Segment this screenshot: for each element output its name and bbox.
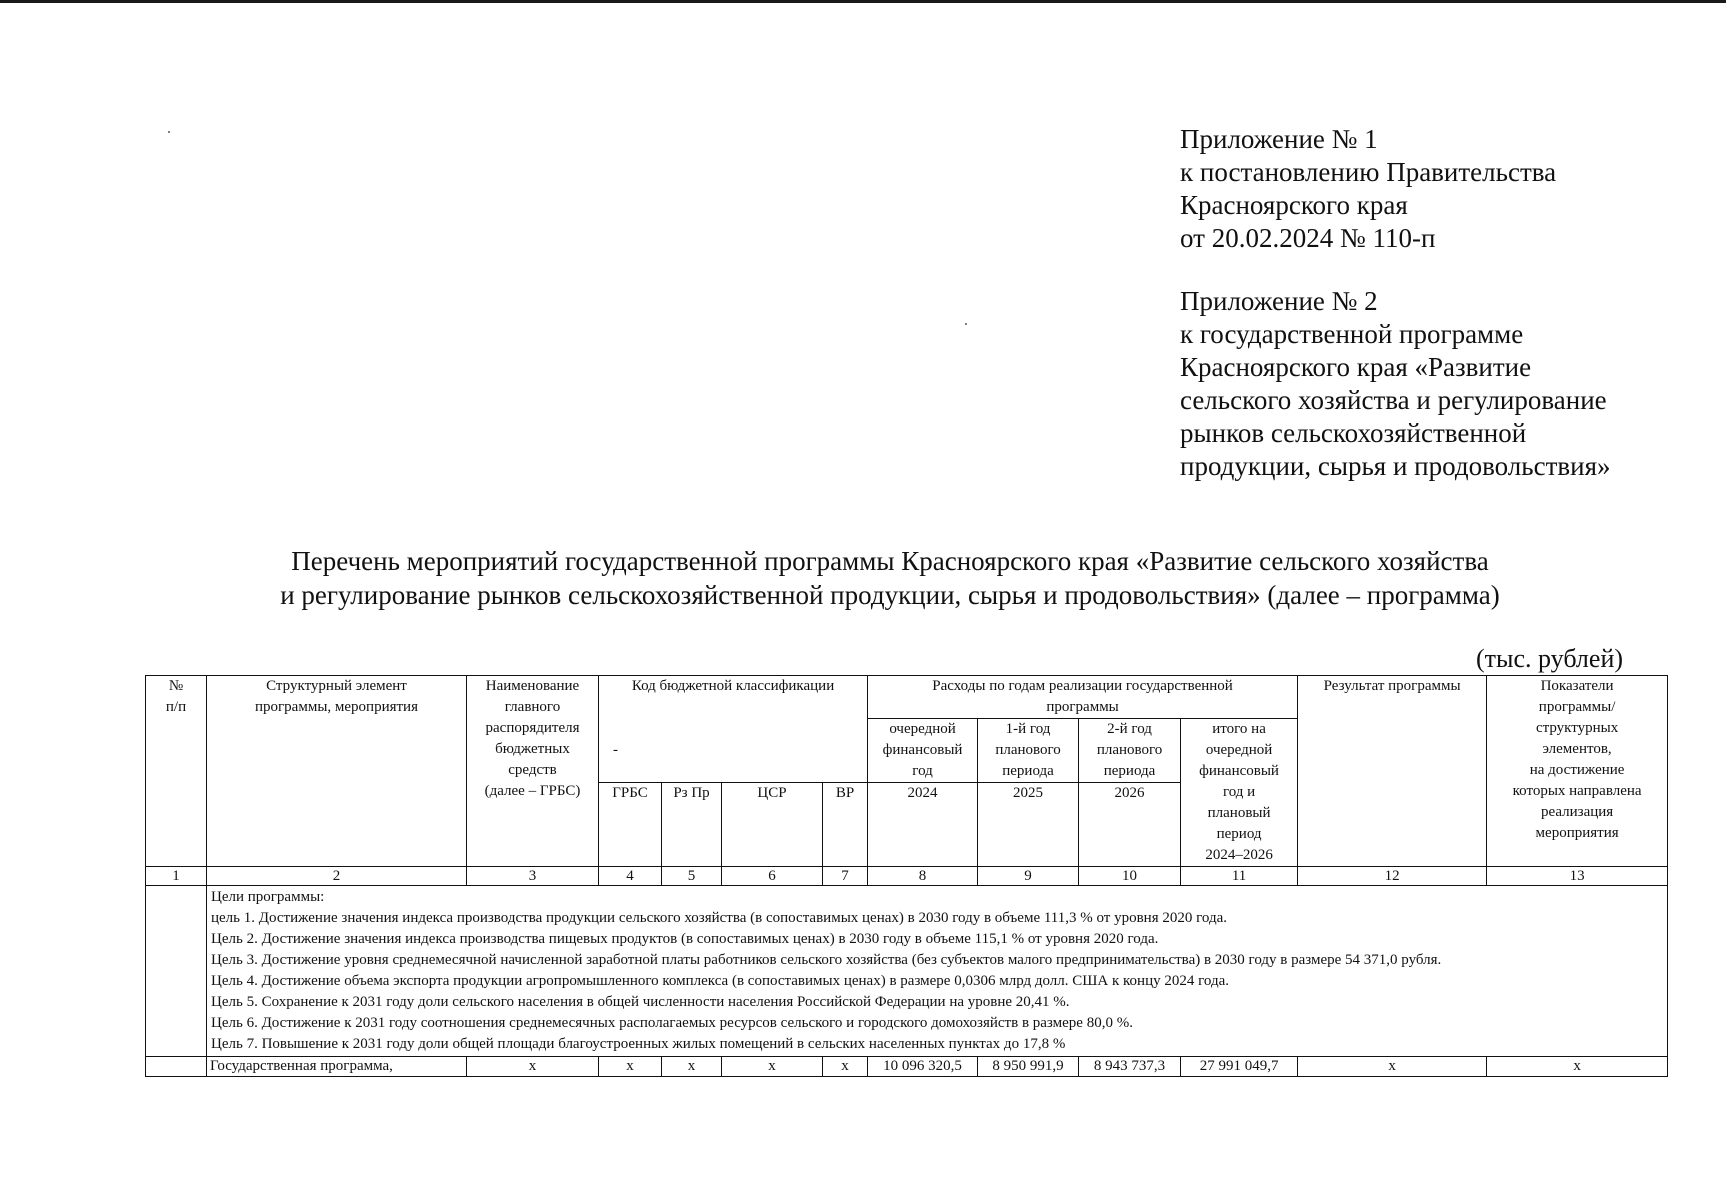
column-number: 5: [662, 867, 722, 886]
scan-border: [0, 0, 1726, 3]
units-label: (тыс. рублей): [1476, 644, 1624, 673]
table-cell: х: [1487, 1057, 1668, 1077]
goal-line: цель 1. Достижение значения индекса производства продукции сельского хозяйства (в сопоставимых ценах) в 2030 году в объеме 111,3 % от уровня 2020 года.: [211, 910, 1227, 926]
header-2024: 2024: [868, 783, 978, 867]
scan-speck: [168, 131, 170, 133]
header-expenses: Расходы по годам реализации государственной программы: [868, 676, 1298, 719]
column-number: 2: [207, 867, 467, 886]
header-total: итого на очередной финансовый год и плановый период 2024–2026: [1181, 719, 1298, 867]
column-number-row: [146, 867, 1668, 886]
appendix-1-block: [1180, 123, 1556, 255]
header-year-next: очередной финансовый год: [868, 719, 978, 783]
table-row: [146, 1057, 1668, 1077]
header-num: № п/п: [146, 676, 207, 867]
goal-line: Цель 5. Сохранение к 2031 году доли сельского населения в общей численности населения Российской Федерации на уровне 20,41 %.: [211, 994, 1070, 1010]
goal-line: Цель 3. Достижение уровня среднемесячной начисленной заработной платы работников сельского хозяйства (без субъектов малого предпринимательства) в 2030 году в размере 54 371,0 рубля.: [211, 952, 1442, 968]
header-grbs-name: Наименование главного распорядителя бюджетных средств (далее – ГРБС): [467, 676, 599, 867]
column-number: 7: [823, 867, 868, 886]
document-title: [120, 544, 1660, 612]
scan-speck: [965, 323, 967, 325]
header-csr: ЦСР: [722, 783, 823, 867]
program-goals-cell: [207, 886, 1668, 1057]
header-result: Результат программы: [1298, 676, 1487, 867]
column-number: 8: [868, 867, 978, 886]
appendix-line: Приложение № 1: [1180, 124, 1378, 154]
program-activities-table: [145, 675, 1668, 1077]
appendix-line: Красноярского края: [1180, 190, 1408, 220]
column-number: 4: [599, 867, 662, 886]
table-cell: 8 943 737,3: [1079, 1057, 1181, 1077]
appendix-line: продукции, сырья и продовольствия»: [1180, 451, 1611, 481]
column-number: 11: [1181, 867, 1298, 886]
header-2025: 2025: [978, 783, 1079, 867]
appendix-line: Приложение № 2: [1180, 286, 1378, 316]
title-line-2: и регулирование рынков сельскохозяйственной продукции, сырья и продовольствия» (далее – программа): [280, 580, 1500, 610]
appendix-line: Красноярского края «Развитие: [1180, 352, 1532, 382]
table-cell: х: [1298, 1057, 1487, 1077]
column-number: 1: [146, 867, 207, 886]
goal-line: Цель 2. Достижение значения индекса производства пищевых продуктов (в сопоставимых ценах) в 2030 году в объеме 115,1 % от уровня 2020 года.: [211, 931, 1159, 947]
table-cell: х: [662, 1057, 722, 1077]
column-number: 13: [1487, 867, 1668, 886]
goals-row: [146, 886, 1668, 1057]
appendix-line: от 20.02.2024 № 110-п: [1180, 223, 1436, 253]
table-cell: х: [467, 1057, 599, 1077]
table-cell: х: [823, 1057, 868, 1077]
title-line-1: Перечень мероприятий государственной программы Красноярского края «Развитие сельского хозяйства: [291, 546, 1489, 576]
header-budget-code-dash: -: [599, 719, 868, 783]
header-rzpr: Рз Пр: [662, 783, 722, 867]
table-cell: 27 991 049,7: [1181, 1057, 1298, 1077]
table-cell: [146, 1057, 207, 1077]
goal-line: Цели программы:: [211, 889, 325, 905]
column-number: 9: [978, 867, 1079, 886]
header-indicators: Показатели программы/ структурных элементов, на достижение которых направлена реализация мероприятия: [1487, 676, 1668, 867]
column-number: 10: [1079, 867, 1181, 886]
appendix-2-block: [1180, 285, 1610, 483]
goal-line: Цель 6. Достижение к 2031 году соотношения среднемесячных располагаемых ресурсов сельского и городского домохозяйств в размере 80,0 %.: [211, 1015, 1133, 1031]
header-2026: 2026: [1079, 783, 1181, 867]
appendix-line: к государственной программе: [1180, 319, 1524, 349]
table-cell: х: [722, 1057, 823, 1077]
header-budget-code: Код бюджетной классификации: [599, 676, 868, 719]
column-number: 3: [467, 867, 599, 886]
table-cell: Государственная программа,: [207, 1057, 467, 1077]
header-year-2: 2-й год планового периода: [1079, 719, 1181, 783]
appendix-line: рынков сельскохозяйственной: [1180, 418, 1527, 448]
goals-num-cell: [146, 886, 207, 1057]
goal-line: Цель 7. Повышение к 2031 году доли общей площади благоустроенных жилых помещений в сельских населенных пунктах до 17,8 %: [211, 1036, 1066, 1052]
table-cell: 8 950 991,9: [978, 1057, 1079, 1077]
header-year-1: 1-й год планового периода: [978, 719, 1079, 783]
column-number: 12: [1298, 867, 1487, 886]
appendix-line: сельского хозяйства и регулирование: [1180, 385, 1607, 415]
table-cell: 10 096 320,5: [868, 1057, 978, 1077]
appendix-line: к постановлению Правительства: [1180, 157, 1557, 187]
column-number: 6: [722, 867, 823, 886]
goal-line: Цель 4. Достижение объема экспорта продукции агропромышленного комплекса (в сопоставимых ценах) в размере 0,0306 млрд долл. США к концу 2024 года.: [211, 973, 1230, 989]
header-grbs: ГРБС: [599, 783, 662, 867]
table-cell: х: [599, 1057, 662, 1077]
header-vr: ВР: [823, 783, 868, 867]
header-structural-element: Структурный элемент программы, мероприятия: [207, 676, 467, 867]
